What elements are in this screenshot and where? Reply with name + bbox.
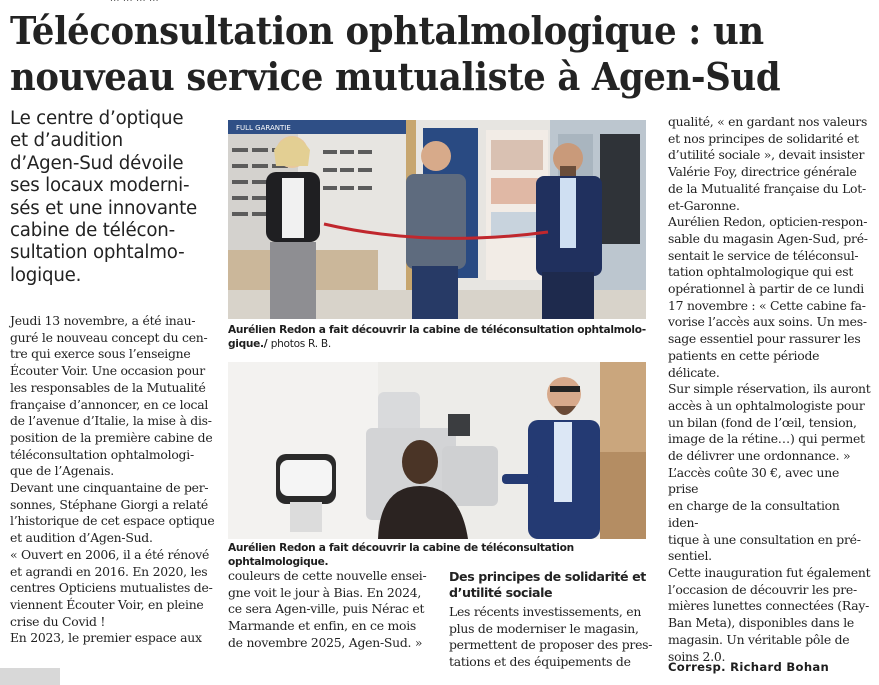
text-line: sage essentiel pour rassurer les [668,331,861,347]
text-line: Les récents investissements, en [449,604,642,619]
text-line: Ban Meta), disponibles dans le [668,615,855,631]
text-line: et nos principes de solidarité et [668,130,859,146]
text-line: et-Garonne. [668,197,740,213]
text-line: Sur simple réservation, ils auront [668,381,871,397]
text-line: permettent de proposer des pres- [449,637,653,653]
text-line: et audition d’Agen-Sud. [10,530,153,546]
text-line: l’occasion de découvrir les pre- [668,581,857,597]
photo-ribbon-cutting [228,120,646,319]
text-line: que de l’Agenais. [10,463,114,479]
text-line: d’utilité sociale », devait insister [668,147,865,163]
text-line: tre qui exerce sous l’enseigne [10,346,191,362]
chapo-line: sés et une innovante [10,197,198,219]
chapo-line: et d’audition [10,130,123,152]
caption-line: Aurélien Redon a fait découvrir la cabine de téléconsultation ophtalmolo- [228,324,646,336]
photo2-caption [228,541,648,570]
text-line: gne voit le jour à Bias. En 2024, [228,584,422,600]
text-line: ce sera Agen-ville, puis Nérac et [228,601,425,617]
text-line: patients en cette période délicate. [668,347,820,380]
headline-line: Téléconsultation ophtalmologique : un [10,9,764,54]
caption-line: gique./ [228,338,268,351]
text-line: En 2023, le premier espace aux [10,630,202,646]
text-line: Devant une cinquantaine de per- [10,480,209,496]
text-line: Valérie Foy, directrice générale [668,164,857,180]
chapo-line: logique. [10,264,82,286]
photo-ribbon-cutting-image [228,120,646,319]
body-column-2 [228,568,440,652]
text-line: Jeudi 13 novembre, a été inau- [10,313,196,328]
chapo-line: ses locaux moderni- [10,175,190,197]
text-line: « Ouvert en 2006, il a été rénové [10,546,210,562]
text-line: accès à un ophtalmologiste pour [668,397,865,413]
text-line: mières lunettes connectées (Ray- [668,598,870,614]
chapo [10,108,220,287]
text-line: Cette inauguration fut également [668,564,871,580]
text-line: Écouter Voir. Une occasion pour [10,363,205,379]
headline [10,9,801,101]
text-line: qualité, « en gardant nos valeurs [668,114,868,129]
text-line: tique à une consultation en pré- [668,531,861,547]
photo-teleconsultation-cabin [228,362,646,539]
cropped-top-line [0,0,879,6]
text-line: de délivrer une ordonnance. » [668,448,851,464]
section-subhead [449,569,649,600]
text-line: image de la rétine…) qui permet [668,431,865,447]
caption-line: Aurélien Redon a fait découvrir la cabine de téléconsultation ophtalmologique. [228,542,574,569]
text-line: et agrandi en 2016. En 2020, les [10,563,208,579]
text-line: en charge de la consultation iden- [668,498,840,530]
text-line: tations et des équipements de [449,654,631,670]
chapo-line: d’Agen-Sud dévoile [10,152,184,174]
text-line: crise du Covid ! [10,613,106,629]
text-line: opérationnel à partir de ce lundi [668,281,864,297]
photo-credit: photos R. B. [270,338,331,351]
byline: Corresp. Richard Bohan [668,660,830,674]
text-line: L’accès coûte 30 €, avec une prise [668,464,840,497]
text-line: guré le nouveau concept du cen- [10,329,208,345]
text-line: les responsables de la Mutualité [10,379,206,395]
subhead-line: d’utilité sociale [449,584,553,600]
page-corner-shadow [0,668,60,685]
chapo-line: Le centre d’optique [10,108,184,129]
text-line: de l’avenue d’Italie, la mise à dis- [10,413,212,429]
cropped-text [0,0,879,4]
text-line: tation ophtalmologique qui est [668,264,854,280]
text-line: viennent Écouter Voir, en pleine [10,596,204,612]
text-line: position de la première cabine de [10,429,213,445]
photo1-caption [228,323,648,352]
store-sign-text: FULL GARANTIE [236,124,291,132]
chapo-line: cabine de télécon- [10,220,175,242]
text-line: vorise l’accès aux soins. Un mes- [668,314,867,330]
photo-teleconsultation-image [228,362,646,539]
text-line: sonnes, Stéphane Giorgi a relaté [10,496,209,512]
body-column-3 [449,604,654,671]
text-line: plus de moderniser le magasin, [449,620,639,636]
subhead-line: Des principes de solidarité et [449,569,646,584]
text-line: 17 novembre : « Cette cabine fa- [668,297,866,313]
text-line: sentiel. [668,548,712,564]
text-line: centres Opticiens mutualistes de- [10,580,213,596]
text-line: téléconsultation ophtalmologi- [10,446,194,462]
text-line: sentait le service de téléconsul- [668,247,859,263]
text-line: Marmande et enfin, en ce mois [228,618,417,634]
text-line: un bilan (fond de l’œil, tension, [668,414,857,430]
text-line: couleurs de cette nouvelle ensei- [228,568,427,583]
text-line: de la Mutualité française du Lot- [668,180,866,196]
text-line: française d’annoncer, en ce local [10,396,209,412]
body-column-1 [10,313,222,647]
body-column-4 [668,114,873,665]
text-line: Aurélien Redon, opticien-respon- [668,214,868,230]
text-line: sable du magasin Agen-Sud, pré- [668,230,868,246]
text-line: magasin. Un véritable pôle de [668,631,850,647]
text-line: soins 2.0. [668,648,726,664]
chapo-line: sultation ophtalmo- [10,242,185,264]
text-line: l’historique de cet espace optique [10,513,215,529]
text-line: de novembre 2025, Agen-Sud. » [228,634,423,650]
headline-line: nouveau service mutualiste à Agen-Sud [10,55,781,100]
